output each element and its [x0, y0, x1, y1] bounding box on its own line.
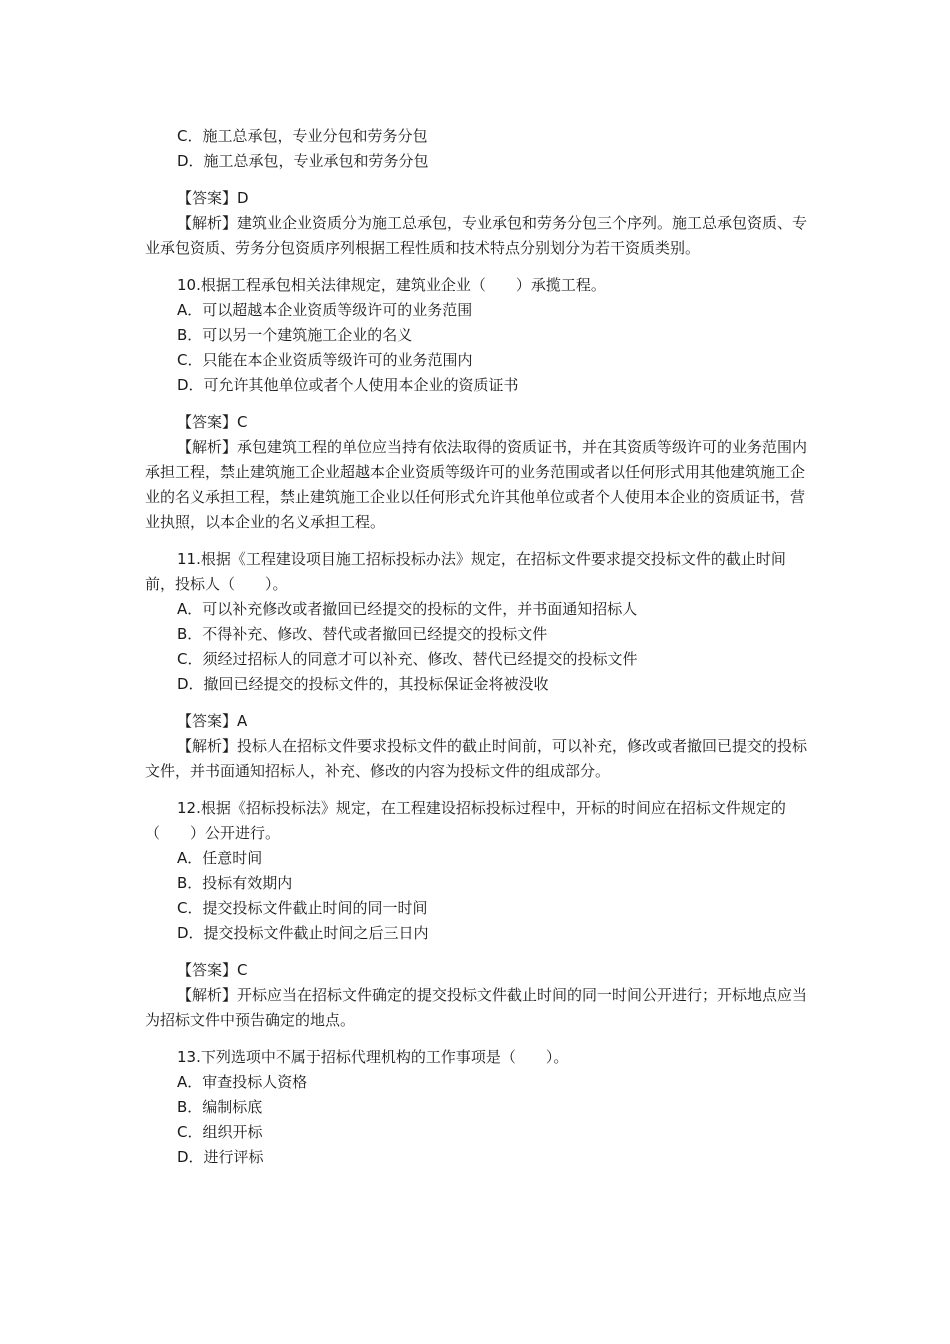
option-a: A．审查投标人资格	[177, 1073, 308, 1091]
option-c: C．组织开标	[177, 1123, 263, 1141]
answer: 【答案】C	[177, 961, 248, 979]
option-c: C．只能在本企业资质等级许可的业务范围内	[177, 351, 473, 369]
option-c: C．施工总承包，专业分包和劳务分包	[177, 127, 428, 145]
question-stem: 11.根据《工程建设项目施工招标投标办法》规定，在招标文件要求提交投标文件的截止时间前，投标人（ ）。	[145, 550, 786, 593]
answer: 【答案】A	[177, 712, 248, 730]
option-d: D．撤回已经提交的投标文件的，其投标保证金将被没收	[177, 675, 549, 693]
option-d: D．施工总承包，专业承包和劳务分包	[177, 152, 429, 170]
question-stem: 12.根据《招标投标法》规定，在工程建设招标投标过程中，开标的时间应在招标文件规定的（ ）公开进行。	[145, 799, 786, 842]
document-content	[145, 124, 809, 1170]
answer: 【答案】C	[177, 413, 248, 431]
option-d: D．可允许其他单位或者个人使用本企业的资质证书	[177, 376, 519, 394]
explanation: 【解析】建筑业企业资质分为施工总承包，专业承包和劳务分包三个序列。施工总承包资质、专业承包资质、劳务分包资质序列根据工程性质和技术特点分别划分为若干资质类别。	[145, 214, 808, 257]
option-c: C．提交投标文件截止时间的同一时间	[177, 899, 428, 917]
option-a: A．可以超越本企业资质等级许可的业务范围	[177, 301, 473, 319]
explanation: 【解析】承包建筑工程的单位应当持有依法取得的资质证书，并在其资质等级许可的业务范围内承担工程，禁止建筑施工企业超越本企业资质等级许可的业务范围或者以任何形式用其他建筑施工企业的名义承担工程，禁止建筑施工企业以任何形式允许其他单位或者个人使用本企业的资质证书，营业执照，以本企业的名义承担工程。	[145, 438, 808, 531]
explanation: 【解析】开标应当在招标文件确定的提交投标文件截止时间的同一时间公开进行；开标地点应当为招标文件中预告确定的地点。	[145, 986, 808, 1029]
option-d: D．进行评标	[177, 1148, 264, 1166]
option-a: A．可以补充修改或者撤回已经提交的投标的文件，并书面通知招标人	[177, 600, 638, 618]
option-b: B．编制标底	[177, 1098, 263, 1116]
option-d: D．提交投标文件截止时间之后三日内	[177, 924, 429, 942]
question-stem: 13.下列选项中不属于招标代理机构的工作事项是（ ）。	[177, 1048, 569, 1066]
option-b: B．可以另一个建筑施工企业的名义	[177, 326, 413, 344]
question-stem: 10.根据工程承包相关法律规定，建筑业企业（ ）承揽工程。	[177, 276, 606, 294]
option-b: B．投标有效期内	[177, 874, 293, 892]
option-a: A．任意时间	[177, 849, 263, 867]
explanation: 【解析】投标人在招标文件要求投标文件的截止时间前，可以补充，修改或者撤回已提交的投标文件，并书面通知招标人，补充、修改的内容为投标文件的组成部分。	[145, 737, 808, 780]
option-b: B．不得补充、修改、替代或者撤回已经提交的投标文件	[177, 625, 548, 643]
answer: 【答案】D	[177, 189, 249, 207]
option-c: C．须经过招标人的同意才可以补充、修改、替代已经提交的投标文件	[177, 650, 638, 668]
